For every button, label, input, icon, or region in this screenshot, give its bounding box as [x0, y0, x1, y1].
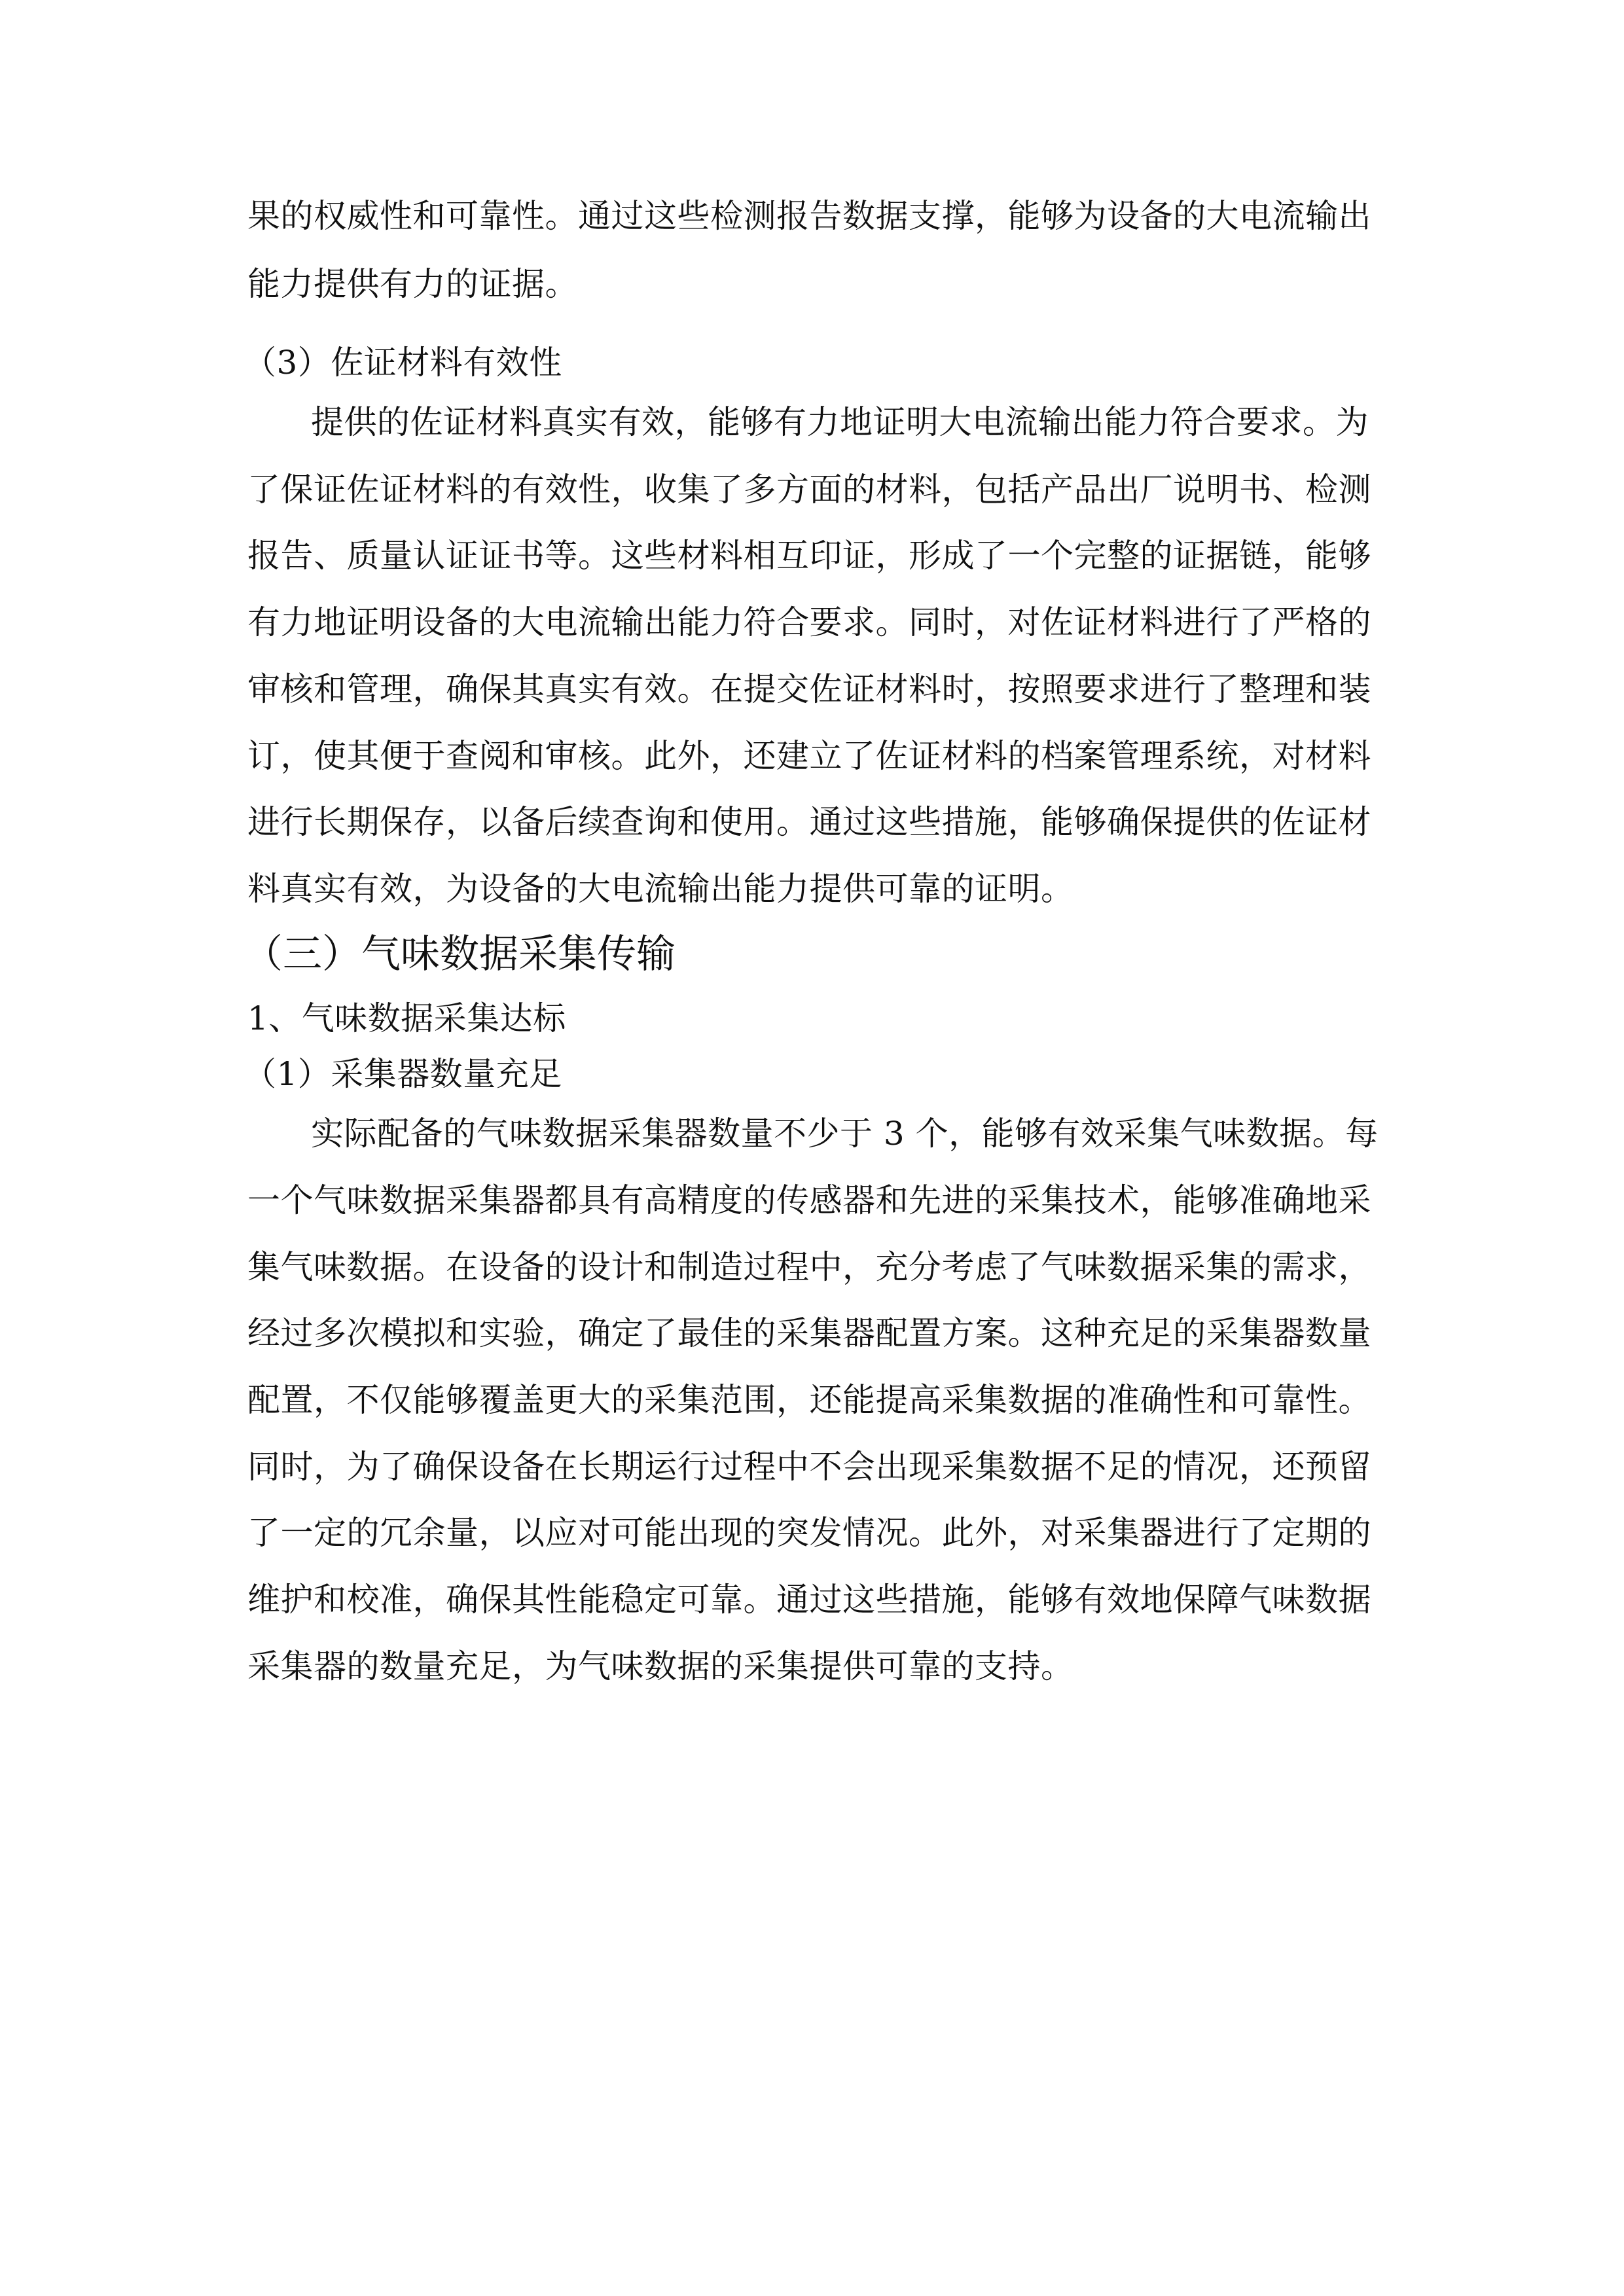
- paragraph-line: 提供的佐证材料真实有效，能够有力地证明大电流输出能力符合要求。为: [311, 403, 1369, 441]
- paragraph-line: 同时，为了确保设备在长期运行过程中不会出现采集数据不足的情况，还预留: [247, 1448, 1371, 1486]
- paragraph-line: 有力地证明设备的大电流输出能力符合要求。同时，对佐证材料进行了严格的: [247, 603, 1371, 641]
- paragraph-line: 能力提供有力的证据。: [247, 265, 578, 303]
- paragraph-line: 订，使其便于查阅和审核。此外，还建立了佐证材料的档案管理系统，对材料: [247, 737, 1371, 775]
- paragraph-line: 审核和管理，确保其真实有效。在提交佐证材料时，按照要求进行了整理和装: [247, 670, 1371, 708]
- paragraph-line: 果的权威性和可靠性。通过这些检测报告数据支撑，能够为设备的大电流输出: [247, 197, 1371, 235]
- paragraph-line: 采集器的数量充足，为气味数据的采集提供可靠的支持。: [247, 1647, 1074, 1685]
- paragraph-line: 配置，不仅能够覆盖更大的采集范围，还能提高采集数据的准确性和可靠性。: [247, 1381, 1371, 1419]
- paragraph-line: 料真实有效，为设备的大电流输出能力提供可靠的证明。: [247, 870, 1074, 908]
- paragraph-line: 了一定的冗余量，以应对可能出现的突发情况。此外，对采集器进行了定期的: [247, 1514, 1371, 1552]
- paragraph-line: 了保证佐证材料的有效性，收集了多方面的材料，包括产品出厂说明书、检测: [247, 471, 1371, 509]
- section-heading: （三）气味数据采集传输: [244, 931, 676, 977]
- subheading-evidence-validity: （3）佐证材料有效性: [244, 344, 562, 382]
- subsection-heading: 1、气味数据采集达标: [247, 999, 566, 1037]
- paragraph-line: 经过多次模拟和实验，确定了最佳的采集器配置方案。这种充足的采集器数量: [247, 1314, 1371, 1352]
- paragraph-line: 实际配备的气味数据采集器数量不少于 3 个，能够有效采集气味数据。每: [311, 1115, 1379, 1153]
- paragraph-line: 集气味数据。在设备的设计和制造过程中，充分考虑了气味数据采集的需求，: [247, 1248, 1371, 1286]
- subheading-collector-count: （1）采集器数量充足: [244, 1055, 562, 1093]
- paragraph-line: 报告、质量认证证书等。这些材料相互印证，形成了一个完整的证据链，能够: [247, 537, 1371, 575]
- paragraph-line: 维护和校准，确保其性能稳定可靠。通过这些措施，能够有效地保障气味数据: [247, 1581, 1371, 1619]
- paragraph-line: 一个气味数据采集器都具有高精度的传感器和先进的采集技术，能够准确地采: [247, 1181, 1371, 1219]
- paragraph-line: 进行长期保存，以备后续查询和使用。通过这些措施，能够确保提供的佐证材: [247, 803, 1371, 841]
